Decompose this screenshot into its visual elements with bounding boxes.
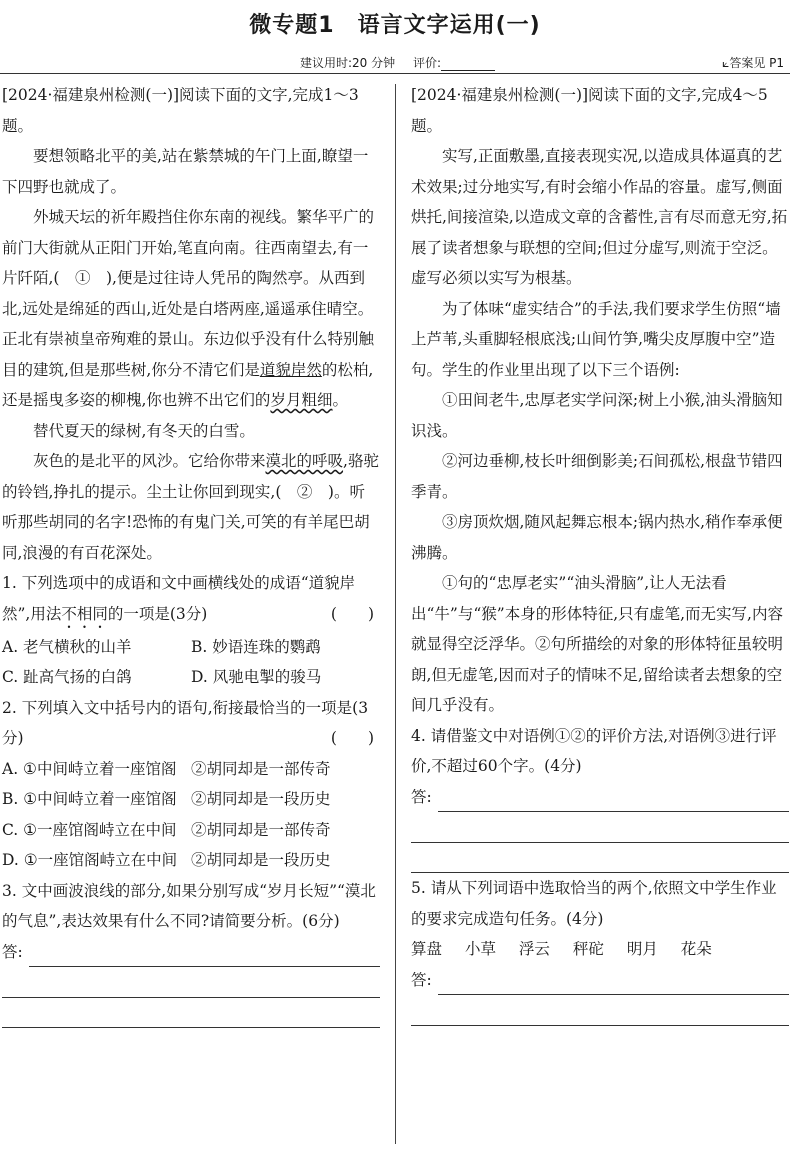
answer-label: 答: [411, 787, 432, 806]
answer-line[interactable] [2, 998, 380, 1029]
example-sentence: ③房顶炊烟,随风起舞忘根本;锅内热水,稍作奉承便沸腾。 [411, 513, 783, 562]
q1-option-c[interactable]: C. 趾高气扬的白鸽 [2, 668, 132, 686]
q1-options-row [2, 632, 380, 663]
passage-paragraph: 实写,正面敷墨,直接表现实况,以造成具体逼真的艺术效果;过分地实写,有时会缩小作品的容量。虚写,侧面烘托,间接渲染,以造成文章的含蓄性,言有尽而意无穷,拓展了读者想象与联想的空间;但过分虚写,则流于空泛。虚写必须以实写为根基。 [411, 147, 788, 287]
answer-paren[interactable]: ( ) [330, 604, 374, 623]
answer-line[interactable] [2, 967, 380, 998]
answer-line[interactable] [411, 843, 789, 874]
example-sentence: ②河边垂柳,枝长叶细倒影美;石间孤松,根盘节错四季青。 [411, 452, 783, 501]
question-4: 4. 请借鉴文中对语例①②的评价方法,对语例③进行评价,不超过60个字。(4分) [411, 726, 777, 775]
q2-option-c[interactable]: C. ①一座馆阁峙立在中间 ②胡同却是一部传奇 [2, 820, 331, 839]
passage-paragraph: ①句的“忠厚老实”“油头滑脑”,让人无法看出“牛”与“猴”本身的形体特征,只有虚笔,而无实写,内容就显得空泛浮华。②句所描绘的对象的形体特征虽较明朗,但无虚笔,因而对子的情味不足,留给读者去想象的空间几乎没有。 [411, 574, 784, 714]
word-choice[interactable]: 明月 [626, 940, 658, 958]
passage-paragraph: 灰色的是北平的风沙。它给你带来漠北的呼吸,骆驼的铃铛,挣扎的提示。尘土让你回到现实,( ② )。听听那些胡同的名字!恐怖的有鬼门关,可笑的有羊尾巴胡同,浪漫的有百花深处。 [2, 452, 379, 562]
underlined-idiom: 道貌岸然 [259, 360, 322, 379]
meta-info [300, 54, 495, 71]
answer-label: 答: [411, 970, 432, 989]
answer-line[interactable] [2, 937, 380, 968]
q1-options-row [2, 662, 380, 693]
word-choices [411, 934, 789, 965]
q1-option-d[interactable]: D. 风驰电掣的骏马 [191, 668, 322, 686]
page-title: 微专题1 语言文字运用(一) [249, 13, 541, 38]
column-divider [395, 84, 396, 1144]
question-1: 1. 下列选项中的成语和文中画横线处的成语“道貌岸然”,用法不相同的一项是(3分) ( ) [2, 568, 380, 632]
source-note: [2024·福建泉州检测(一)]阅读下面的文字,完成1～3题。 [2, 86, 359, 135]
wavy-phrase-2: 漠北的呼吸 [265, 452, 344, 470]
passage-paragraph: 外城天坛的祈年殿挡住你东南的视线。繁华平广的前门大街就从正阳门开始,笔直向南。往西南望去,有一片阡陌,( ① ),便是过往诗人凭吊的陶然亭。从西到北,远处是绵延的西山,近处是白塔两座,遥遥承住晴空。正北有崇祯皇帝殉难的景山。东边似乎没有什么特别触目的建筑,但是那些树,你分不清它们是道貌岸然的松柏,还是摇曳多姿的柳槐,你也辨不出它们的岁月粗细。 [2, 208, 375, 409]
header-rule [0, 73, 790, 74]
left-column [2, 80, 380, 1028]
right-column [411, 80, 789, 1026]
q2-option-b[interactable]: B. ①中间峙立着一座馆阁 ②胡同却是一段历史 [2, 790, 331, 808]
wavy-phrase-1: 岁月粗细 [270, 391, 333, 409]
question-2: 2. 下列填入文中括号内的语句,衔接最恰当的一项是(3分) ( ) [2, 693, 380, 754]
eval-blank [441, 58, 495, 71]
word-choice[interactable]: 小草 [464, 940, 496, 958]
q2-option-d[interactable]: D. ①一座馆阁峙立在中间 ②胡同却是一段历史 [2, 851, 331, 869]
answer-ref: ⟀答案见 P1 [722, 56, 784, 70]
answer-label: 答: [2, 942, 23, 961]
eval-label: 评价: [412, 56, 442, 70]
word-choice[interactable]: 浮云 [518, 940, 550, 958]
q1-option-b[interactable]: B. 妙语连珠的鹦鹉 [191, 637, 321, 656]
word-choice[interactable]: 花朵 [680, 940, 712, 958]
passage-paragraph: 替代夏天的绿树,有冬天的白雪。 [33, 421, 255, 440]
suggested-time: 建议用时:20 分钟 [300, 56, 396, 70]
word-choice[interactable]: 秤砣 [572, 940, 604, 958]
q1-option-a[interactable]: A. 老气横秋的山羊 [2, 637, 132, 656]
question-5: 5. 请从下列词语中选取恰当的两个,依照文中学生作业的要求完成造句任务。(4分) [411, 879, 777, 928]
answer-line[interactable] [411, 782, 789, 813]
question-3: 3. 文中画波浪线的部分,如果分别写成“岁月长短”“漠北的气息”,表达效果有什么不同?请简要分析。(6分) [2, 881, 376, 930]
passage-paragraph: 要想领略北平的美,站在紫禁城的午门上面,瞭望一下四野也就成了。 [2, 147, 369, 196]
answer-line[interactable] [411, 812, 789, 843]
source-note: [2024·福建泉州检测(一)]阅读下面的文字,完成4～5题。 [411, 86, 768, 135]
answer-line[interactable] [411, 965, 789, 996]
answer-line[interactable] [411, 995, 789, 1026]
q2-option-a[interactable]: A. ①中间峙立着一座馆阁 ②胡同却是一部传奇 [2, 759, 331, 778]
passage-paragraph: 为了体味“虚实结合”的手法,我们要求学生仿照“墙上芦苇,头重脚轻根底浅;山间竹笋,嘴尖皮厚腹中空”造句。学生的作业里出现了以下三个语例: [411, 299, 781, 379]
emphasis-dots: 不相同 [61, 604, 108, 623]
answer-paren[interactable]: ( ) [330, 729, 374, 747]
example-sentence: ①田间老牛,忠厚老实学问深;树上小猴,油头滑脑知识浅。 [411, 391, 783, 440]
word-choice[interactable]: 算盘 [411, 940, 443, 958]
